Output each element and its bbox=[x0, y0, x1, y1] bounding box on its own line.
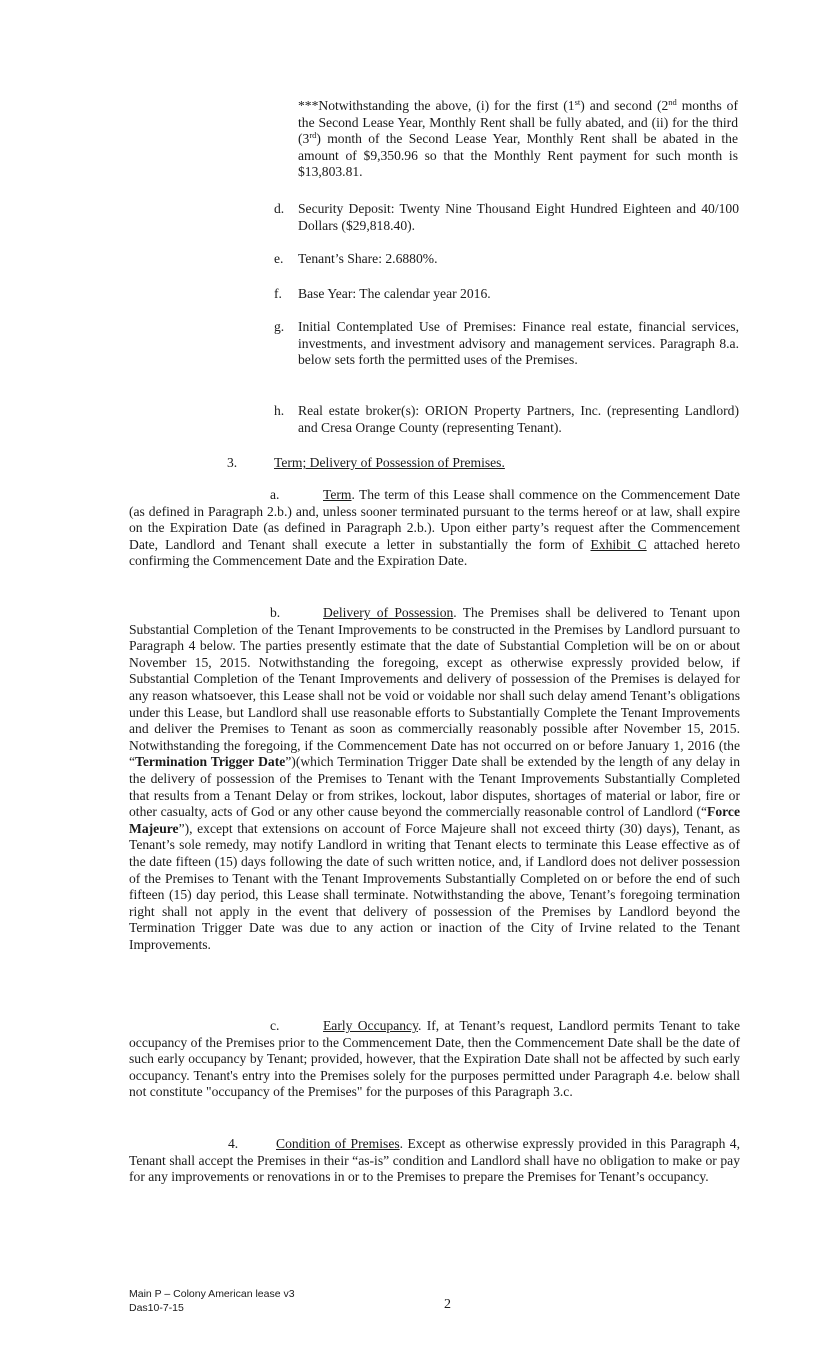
paragraph-label: b. bbox=[270, 605, 281, 620]
item-label: e. bbox=[274, 251, 284, 266]
footer-document-name: Main P – Colony American lease v3 bbox=[129, 1288, 295, 1300]
document-footer bbox=[129, 1287, 295, 1315]
item-text: Tenant’s Share: 2.6880%. bbox=[298, 251, 438, 266]
item-text: Initial Contemplated Use of Premises: Finance real estate, financial services, investments, and investment advisory and management services. Paragraph 8.a. below sets forth the permitted uses of the Premises. bbox=[298, 319, 739, 368]
paragraph-label: c. bbox=[270, 1018, 280, 1033]
section-title: Term; Delivery of Possession of Premises. bbox=[274, 455, 505, 470]
item-security-deposit bbox=[274, 201, 739, 234]
section-number: 4. bbox=[228, 1136, 239, 1151]
paragraph-heading: Term bbox=[323, 487, 352, 502]
item-base-year bbox=[274, 286, 739, 303]
defined-term: Termination Trigger Date bbox=[135, 754, 286, 770]
paragraph-label: a. bbox=[270, 487, 280, 502]
item-label: h. bbox=[274, 403, 285, 418]
page-number: 2 bbox=[444, 1297, 451, 1312]
item-text: Security Deposit: Twenty Nine Thousand Eight Hundred Eighteen and 40/100 Dollars ($29,818.40). bbox=[298, 201, 739, 233]
exhibit-reference: Exhibit C bbox=[590, 536, 647, 552]
item-label: f. bbox=[274, 286, 282, 301]
item-contemplated-use bbox=[274, 319, 739, 369]
section-number: 3. bbox=[227, 455, 238, 470]
section-3-heading bbox=[227, 455, 505, 472]
item-label: d. bbox=[274, 201, 285, 216]
paragraph-3b-delivery-of-possession: b. Delivery of Possession. The Premises shall be delivered to Tenant upon Substantial Completion of the Tenant Improvements to be constructed in the Premises by Landlord pursuant to Paragraph 4 below. The parties presently estimate that the date of Substantial Completion will be on or about November 15, 2015. Notwithstanding the foregoing, except as otherwise expressly provided below, if Substantial Completion of the Tenant Improvements and delivery of possession of the Premises is delayed for any reason whatsoever, this Lease shall not be void or voidable nor shall such delay amend Tenant’s obligations under this Lease, but Landlord shall use reasonable efforts to Substantially Complete the Tenant Improvements and deliver the Premises to Tenant as soon as commercially reasonably possible after November 15, 2015. Notwithstanding the foregoing, if the Commencement Date has not occurred on or before January 1, 2016 (the “Termination Trigger Date”)(which Termination Trigger Date shall be extended by the length of any delay in the delivery of possession of the Premises to Tenant with the Tenant Improvements Substantially Completed that results from a Tenant Delay or from strikes, lockout, labor disputes, shortages of material or labor, fire or other casualty, acts of God or any other cause beyond the commercially reasonable control of Landlord (“Force Majeure”), except that extensions on account of Force Majeure shall not exceed thirty (30) days), Tenant, as Tenant’s sole remedy, may notify Landlord in writing that Tenant elects to terminate this Lease effective as of the date fifteen (15) days following the date of such written notice, and, if Landlord does not deliver possession of the Premises to Tenant with the Tenant Improvements Substantially Completed on or before the end of such fifteen (15) day period, this Lease shall terminate. Notwithstanding the above, Tenant’s foregoing termination right shall not apply in the event that delivery of possession of the Premises by Landlord beyond the Termination Trigger Date was due to any action or inaction of the City of Irvine related to the Tenant Improvements. bbox=[129, 605, 740, 952]
paragraph-heading: Delivery of Possession bbox=[323, 605, 454, 620]
section-4-condition-of-premises: 4. Condition of Premises. Except as otherwise expressly provided in this Paragraph 4, Tenant shall accept the Premises in their “as-is” condition and Landlord shall have no obligation to make or pay for any improvements or renovations in or to the Premises to prepare the Premises for Tenant’s occupancy. bbox=[129, 1136, 741, 1185]
item-text: Base Year: The calendar year 2016. bbox=[298, 286, 491, 301]
rent-abatement-note: ***Notwithstanding the above, (i) for the first (1st) and second (2nd months of the Second Lease Year, Monthly Rent shall be fully abated, and (ii) for the third (3rd) month of the Second Lease Year, Monthly Rent shall be abated in the amount of $9,350.96 so that the Monthly Rent payment for such month is $13,803.81. bbox=[298, 97, 739, 180]
footer-revision-code: Das10-7-15 bbox=[129, 1302, 184, 1314]
paragraph-3c-early-occupancy: c. Early Occupancy. If, at Tenant’s request, Landlord permits Tenant to take occupancy of the Premises prior to the Commencement Date, then the Commencement Date shall be the date of such early occupancy by Tenant; provided, however, that the Expiration Date shall not be affected by such early occupancy. Tenant's entry into the Premises solely for the purposes permitted under Paragraph 4.e. below shall not constitute "occupancy of the Premises" for the purposes of this Paragraph 3.c. bbox=[129, 1018, 740, 1100]
paragraph-heading: Early Occupancy bbox=[323, 1018, 418, 1033]
section-title: Condition of Premises bbox=[276, 1136, 400, 1151]
item-real-estate-brokers bbox=[274, 403, 739, 436]
paragraph-3a-term: a. Term. The term of this Lease shall commence on the Commencement Date (as defined in Paragraph 2.b.) and, unless sooner terminated pursuant to the terms hereof or at law, shall expire on the Expiration Date (as defined in Paragraph 2.b.). Upon either party’s request after the Commencement Date, Landlord and Tenant shall execute a letter in substantially the form of Exhibit C attached hereto confirming the Commencement Date and the Expiration Date. bbox=[129, 487, 741, 569]
defined-term: Force Majeure bbox=[129, 804, 740, 836]
item-tenant-share bbox=[274, 251, 739, 268]
item-text: Real estate broker(s): ORION Property Partners, Inc. (representing Landlord) and Cresa Orange County (representing Tenant). bbox=[298, 403, 739, 435]
item-label: g. bbox=[274, 319, 285, 334]
